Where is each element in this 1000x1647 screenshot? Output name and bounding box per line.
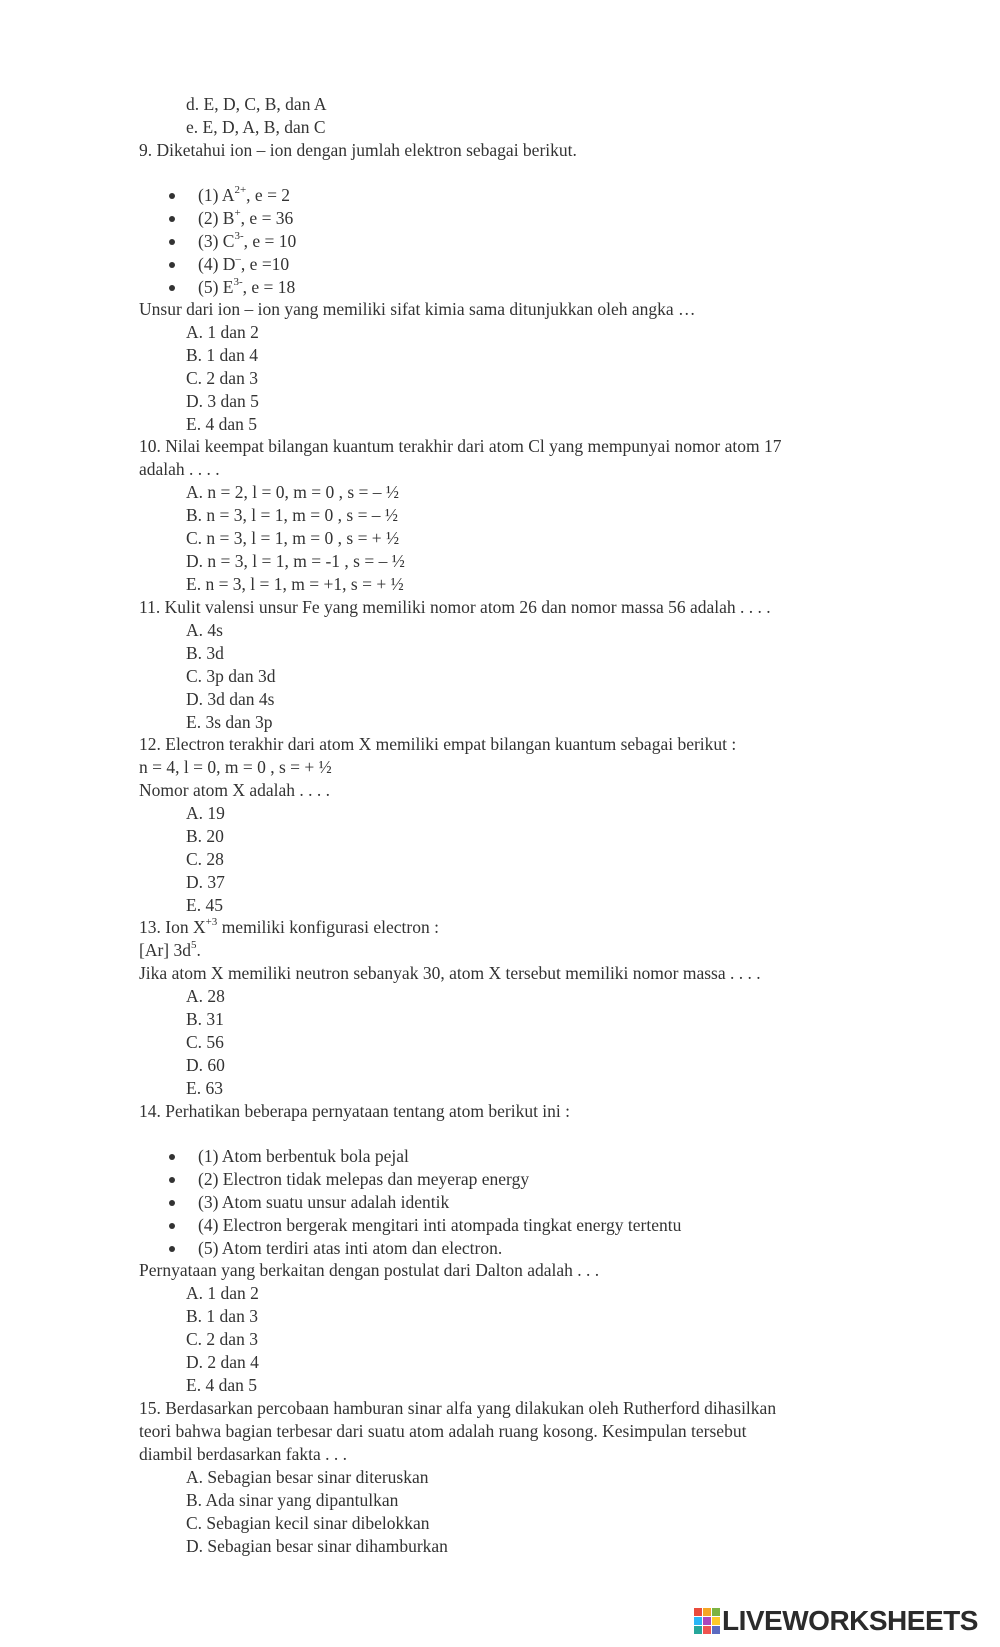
q9-option-a: A. 1 dan 2 — [186, 322, 259, 342]
q14-option-e: E. 4 dan 5 — [186, 1375, 257, 1395]
q15-option-b: B. Ada sinar yang dipantulkan — [186, 1490, 399, 1510]
bullet-icon — [169, 285, 175, 291]
q10-option-e: E. n = 3, l = 1, m = +1, s = + ½ — [186, 574, 404, 594]
logo-grid-icon — [694, 1608, 720, 1634]
q11-option-e: E. 3s dan 3p — [186, 712, 273, 732]
q8-option-d: d. E, D, C, B, dan A — [186, 94, 327, 114]
q9-option-e: E. 4 dan 5 — [186, 414, 257, 434]
bullet-icon — [169, 262, 175, 268]
q15-option-c: C. Sebagian kecil sinar dibelokkan — [186, 1513, 430, 1533]
q11-option-d: D. 3d dan 4s — [186, 689, 275, 709]
q8-option-e: e. E, D, A, B, dan C — [186, 117, 326, 137]
q13-option-d: D. 60 — [186, 1055, 225, 1075]
bullet-icon — [169, 193, 175, 199]
q9-option-d: D. 3 dan 5 — [186, 391, 259, 411]
q13-option-a: A. 28 — [186, 986, 225, 1006]
q12-option-a: A. 19 — [186, 803, 225, 823]
q14-item-1: (1) Atom berbentuk bola pejal — [198, 1146, 409, 1166]
q9-item-5: (5) $E^{3-}$, e = 18 — [198, 276, 296, 297]
q9-option-b: B. 1 dan 4 — [186, 345, 258, 365]
q13-configuration: [Ar] $3d^5$. — [139, 939, 201, 960]
q11-option-b: B. 3d — [186, 643, 224, 663]
q14-option-b: B. 1 dan 3 — [186, 1306, 258, 1326]
q10-option-d: D. n = 3, l = 1, m = -1 , s = – ½ — [186, 551, 405, 571]
q10-option-b: B. n = 3, l = 1, m = 0 , s = – ½ — [186, 505, 399, 525]
q10-question-line1: 10. Nilai keempat bilangan kuantum terakhir dari atom Cl yang mempunyai nomor atom 17 — [139, 436, 782, 456]
q9-item-3: (3) $C^{3-}$, e = 10 — [198, 230, 297, 251]
q14-item-4: (4) Electron bergerak mengitari inti atompada tingkat energy tertentu — [198, 1215, 682, 1235]
q9-item-4: (4) D–, e =10 — [198, 253, 290, 274]
q14-option-c: C. 2 dan 3 — [186, 1329, 258, 1349]
q15-option-a: A. Sebagian besar sinar diteruskan — [186, 1467, 429, 1487]
q9-item-2: (2) B+, e = 36 — [198, 207, 294, 228]
q14-question: 14. Perhatikan beberapa pernyataan tentang atom berikut ini : — [139, 1101, 571, 1121]
q10-question-line2: adalah . . . . — [139, 459, 220, 479]
bullet-icon — [169, 1177, 175, 1183]
q9-question: 9. Diketahui ion – ion dengan jumlah elektron sebagai berikut. — [139, 140, 577, 160]
q12-option-c: C. 28 — [186, 849, 224, 869]
q9-item-1: (1) $A^{2+}$, e = 2 — [198, 184, 291, 205]
q12-option-e: E. 45 — [186, 895, 223, 915]
q14-prompt: Pernyataan yang berkaitan dengan postulat dari Dalton adalah . . . — [139, 1260, 600, 1280]
q14-item-2: (2) Electron tidak melepas dan meyerap energy — [198, 1169, 530, 1189]
q13-option-c: C. 56 — [186, 1032, 224, 1052]
q15-question-line2: teori bahwa bagian terbesar dari suatu atom adalah ruang kosong. Kesimpulan tersebut — [139, 1421, 747, 1441]
bullet-icon — [169, 1200, 175, 1206]
q12-prompt: Nomor atom X adalah . . . . — [139, 780, 330, 800]
q15-question-line3: diambil berdasarkan fakta . . . — [139, 1444, 347, 1464]
q13-option-e: E. 63 — [186, 1078, 223, 1098]
q13-prompt: Jika atom X memiliki neutron sebanyak 30, atom X tersebut memiliki nomor massa . . . . — [139, 963, 761, 983]
q12-question: 12. Electron terakhir dari atom X memiliki empat bilangan kuantum sebagai berikut : — [139, 734, 737, 754]
q9-prompt: Unsur dari ion – ion yang memiliki sifat kimia sama ditunjukkan oleh angka … — [139, 299, 696, 319]
q13-option-b: B. 31 — [186, 1009, 224, 1029]
q9-option-c: C. 2 dan 3 — [186, 368, 258, 388]
q12-quantum-numbers: n = 4, l = 0, m = 0 , s = + ½ — [139, 757, 332, 777]
q11-option-a: A. 4s — [186, 620, 223, 640]
q14-item-3: (3) Atom suatu unsur adalah identik — [198, 1192, 450, 1212]
bullet-icon — [169, 1223, 175, 1229]
bullet-icon — [169, 1246, 175, 1252]
q14-option-d: D. 2 dan 4 — [186, 1352, 259, 1372]
q12-option-b: B. 20 — [186, 826, 224, 846]
q15-question-line1: 15. Berdasarkan percobaan hamburan sinar alfa yang dilakukan oleh Rutherford dihasilkan — [139, 1398, 777, 1418]
bullet-icon — [169, 1154, 175, 1160]
logo-text: LIVEWORKSHEETS — [722, 1605, 978, 1636]
q14-option-a: A. 1 dan 2 — [186, 1283, 259, 1303]
q11-question: 11. Kulit valensi unsur Fe yang memiliki nomor atom 26 dan nomor massa 56 adalah . . . . — [139, 597, 771, 617]
q15-option-d: D. Sebagian besar sinar dihamburkan — [186, 1536, 448, 1556]
liveworksheets-logo — [694, 1605, 978, 1637]
q14-item-5: (5) Atom terdiri atas inti atom dan electron. — [198, 1238, 503, 1258]
q10-option-c: C. n = 3, l = 1, m = 0 , s = + ½ — [186, 528, 400, 548]
bullet-icon — [169, 239, 175, 245]
q11-option-c: C. 3p dan 3d — [186, 666, 276, 686]
q10-option-a: A. n = 2, l = 0, m = 0 , s = – ½ — [186, 482, 400, 502]
bullet-icon — [169, 216, 175, 222]
q12-option-d: D. 37 — [186, 872, 225, 892]
q13-question: 13. Ion $X^{+3}$ memiliki konfigurasi electron : — [139, 916, 439, 937]
